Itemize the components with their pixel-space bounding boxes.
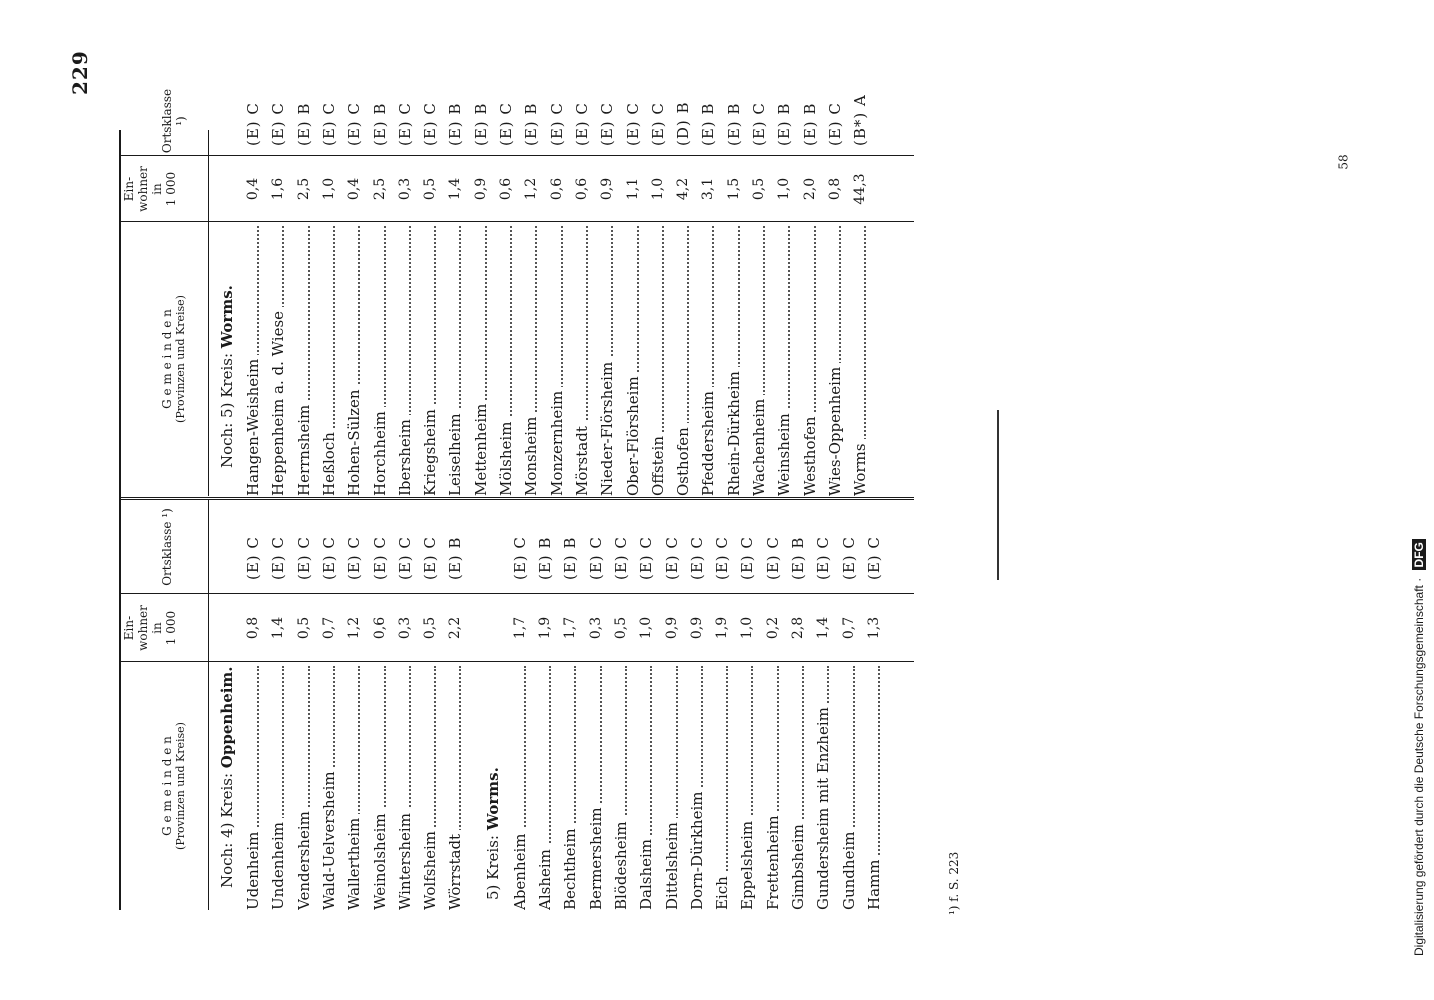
class-value: (E) C	[763, 536, 782, 580]
class-value: (E) C	[713, 536, 732, 580]
community-name-text: Alsheim	[536, 845, 554, 910]
community-name	[837, 666, 862, 910]
table-row	[241, 500, 266, 910]
top-rule	[119, 130, 121, 910]
table-row	[595, 102, 620, 496]
community-name	[317, 226, 342, 496]
inhabitants-value: 0,5	[422, 616, 439, 640]
digitization-text: Digitalisierung gefördert durch die Deutsche Forschungsgemeinschaft	[1412, 585, 1426, 956]
table-row	[660, 500, 685, 910]
community-name-text: Hangen-Weisheim	[244, 355, 262, 496]
class-value: (E) C	[623, 102, 642, 146]
inhabitants-value: 0,4	[346, 177, 363, 201]
spacer	[484, 830, 502, 835]
class-value: (E) B	[800, 102, 819, 146]
class-value: (E) C	[611, 536, 630, 580]
community-name-text: Mölsheim	[497, 418, 515, 496]
table-row	[772, 102, 797, 496]
community-name-text: Abenheim	[511, 829, 529, 910]
inhabitants-value: 1,0	[638, 616, 655, 640]
digitization-note-text: Digitalisierung gefördert durch die Deutsche Forschungsgemeinschaft · DFG	[1404, 0, 1434, 956]
table-row	[786, 500, 811, 910]
class-value: (E) B	[294, 102, 313, 146]
class-value: (E) C	[269, 536, 288, 580]
inhabitants-value: 0,7	[320, 616, 337, 640]
table-row	[722, 102, 747, 496]
right-class-header: Ortsklasse ¹)	[160, 88, 188, 154]
community-name	[266, 226, 291, 496]
community-name-text: Ober-Flörsheim	[624, 372, 642, 496]
inhabitants-value: 0,5	[295, 616, 312, 640]
table-row	[368, 500, 393, 910]
community-name	[443, 666, 468, 910]
table-row	[393, 500, 418, 910]
class-value: (E) C	[598, 102, 617, 146]
district-heading	[215, 666, 240, 888]
table-row	[533, 500, 558, 910]
community-name-text: Wallertheim	[345, 814, 363, 910]
community-name-text: Frettenheim	[764, 811, 782, 910]
district-heading	[215, 285, 240, 468]
community-name	[241, 666, 266, 910]
community-name	[848, 226, 873, 496]
inhabitants-value: 1,4	[815, 616, 832, 640]
class-value: (E) C	[750, 102, 768, 146]
inhabitants-value: 1,5	[725, 177, 742, 201]
inhabitants-value: 2,5	[295, 177, 312, 201]
table-row	[584, 500, 609, 910]
table-row	[393, 102, 418, 496]
table-row	[317, 500, 342, 910]
inhabitants-value: 0,5	[422, 177, 439, 201]
district-heading-prefix: Noch: 4) Kreis:	[218, 772, 236, 888]
class-value: (E) C	[825, 102, 844, 146]
district-heading-name: Oppenheim.	[218, 666, 236, 769]
inhabitants-value: 1,2	[523, 177, 540, 201]
table-row	[558, 500, 583, 910]
class-value: (E) B	[789, 536, 807, 580]
rotated-page	[0, 50, 1000, 1000]
table-row	[545, 102, 570, 496]
district-heading-name: Worms.	[218, 285, 236, 349]
class-value: (E) B	[724, 102, 743, 146]
inhabitants-header-2: wohner	[136, 605, 150, 651]
community-name	[393, 666, 418, 910]
inhabitants-value: 0,5	[612, 616, 629, 640]
footnote: ¹) f. S. 223	[947, 851, 961, 915]
community-name-text: Westhofen	[801, 412, 819, 496]
sheet-number: 58	[1336, 154, 1351, 170]
community-name	[519, 226, 544, 496]
community-header-text: G e m e i n d e n	[160, 309, 174, 409]
community-header-sub: (Provinzen und Kreise)	[174, 295, 187, 423]
inhabitants-value: 0,6	[498, 177, 514, 201]
class-value: (E) C	[839, 536, 858, 580]
class-value: (E) C	[294, 536, 313, 580]
community-name-text: Monsheim	[522, 413, 540, 496]
inhabitants-value: 0,9	[599, 177, 616, 201]
class-value: (E) B	[446, 102, 465, 146]
table-row	[823, 102, 848, 496]
table-row	[266, 102, 291, 496]
community-name-text: Eich	[713, 872, 731, 910]
class-value: (E) B	[522, 102, 541, 146]
community-name-text: Leiselheim	[446, 409, 464, 496]
class-value: (E) C	[345, 536, 364, 580]
community-name	[710, 666, 735, 910]
left-community-header	[160, 662, 187, 910]
class-value: (E) C	[497, 102, 515, 146]
community-name-text: Wörrstadt	[446, 830, 464, 910]
spacer	[218, 348, 236, 353]
table-row	[862, 500, 887, 910]
community-name	[584, 666, 609, 910]
inhabitants-value: 0,8	[826, 177, 843, 201]
left-head-rule	[208, 500, 209, 910]
inhabitants-value: 1,0	[776, 177, 793, 201]
class-value: (E) C	[421, 102, 440, 146]
inhabitants-value: 1,7	[562, 616, 579, 640]
community-name-text: Horchheim	[371, 407, 389, 496]
table-row	[621, 102, 646, 496]
table-row	[811, 500, 836, 910]
left-class-header: Ortsklasse ¹)	[160, 508, 174, 586]
inhabitants-header-4: 1 000	[164, 610, 178, 646]
table-row	[266, 500, 291, 910]
class-value: (D) B	[674, 101, 693, 146]
inhabitants-value: 2,5	[371, 177, 388, 201]
right-community-header	[160, 222, 187, 496]
inhabitants-header-4: 1 000	[164, 171, 178, 207]
community-name-text: Blödesheim	[612, 817, 630, 910]
community-name-text: Osthofen	[674, 423, 692, 496]
community-name-text: Wolfsheim	[421, 827, 439, 910]
inhabitants-value: 1,4	[270, 616, 287, 640]
community-name-text: Herrnsheim	[295, 401, 313, 496]
community-name-text: Wintersheim	[396, 809, 414, 910]
community-name-text: Offstein	[649, 432, 667, 496]
inhabitants-value: 1,3	[865, 616, 882, 640]
community-name-text: Heßloch	[320, 428, 338, 496]
community-name	[621, 226, 646, 496]
class-value: (E) C	[864, 536, 883, 580]
inhabitants-value: 1,0	[320, 177, 337, 201]
inhabitants-value: 1,6	[270, 177, 287, 201]
community-name	[469, 226, 494, 496]
community-name	[317, 666, 342, 910]
class-value: (E) C	[738, 536, 757, 580]
table-row	[570, 102, 595, 496]
left-inhabitants-header	[122, 594, 178, 662]
community-name	[368, 666, 393, 910]
inhabitants-value: 2,8	[790, 616, 806, 640]
inhabitants-value: 0,9	[688, 616, 705, 640]
community-name	[735, 666, 760, 910]
table-row	[292, 102, 317, 496]
table-row	[342, 500, 367, 910]
inhabitants-value: 3,1	[700, 177, 717, 201]
inhabitants-value: 0,7	[840, 616, 857, 640]
table-row	[342, 102, 367, 496]
class-value: (E) C	[244, 536, 262, 580]
community-name	[646, 226, 671, 496]
table-row	[634, 500, 659, 910]
community-name-text: Pfeddersheim	[699, 387, 717, 496]
inhabitants-value: 1,0	[739, 616, 756, 640]
table-row	[761, 500, 786, 910]
community-name	[772, 226, 797, 496]
community-name	[545, 226, 570, 496]
community-name	[292, 226, 317, 496]
community-name-text: Hamm	[865, 856, 883, 910]
inhabitants-value: 0,9	[472, 177, 489, 201]
inhabitants-value: 44,3	[852, 173, 869, 205]
community-name	[342, 666, 367, 910]
table-row	[317, 102, 342, 496]
community-name-text: Mettenheim	[472, 400, 490, 496]
class-value: (E) C	[244, 102, 262, 146]
community-name	[862, 666, 887, 910]
table-row	[696, 102, 721, 496]
community-name-text: Dittelsheim	[663, 818, 681, 910]
community-name	[494, 226, 519, 496]
inhabitants-header-3: in	[150, 183, 164, 195]
community-name-text: Ibersheim	[396, 415, 414, 496]
inhabitants-value: 1,4	[447, 177, 464, 201]
class-value: (E) C	[319, 102, 338, 146]
community-name	[508, 666, 533, 910]
community-name-text: Weinsheim	[775, 409, 793, 496]
community-name	[443, 226, 468, 496]
table-row	[418, 102, 443, 496]
community-name-text: Weinolsheim	[371, 809, 389, 910]
inhabitants-value: 0,5	[751, 177, 767, 201]
class-value: (E) C	[421, 536, 440, 580]
scan-vertical-line	[997, 410, 999, 580]
class-value: (E) C	[395, 102, 414, 146]
table-row	[735, 500, 760, 910]
table-row	[609, 500, 634, 910]
digitization-note	[1398, 0, 1428, 1000]
inhabitants-value: 0,9	[663, 616, 680, 640]
inhabitants-value: 1,1	[624, 177, 641, 201]
table-row	[837, 500, 862, 910]
community-name	[342, 226, 367, 496]
class-value: (E) B	[370, 102, 389, 146]
class-value: (E) C	[687, 536, 706, 580]
class-value: (E) C	[586, 536, 605, 580]
community-name	[634, 666, 659, 910]
district-heading-name: Worms.	[483, 767, 502, 831]
table-row	[747, 102, 772, 496]
community-name	[418, 226, 443, 496]
class-value: (E) C	[547, 102, 566, 146]
community-name-text: Rhein-Dürkheim	[725, 367, 743, 496]
community-name	[786, 666, 811, 910]
community-name-text: Udenheim	[244, 828, 262, 910]
class-value: (E) C	[510, 536, 529, 580]
inhabitants-header-3: in	[150, 622, 164, 634]
community-name-text: Worms	[851, 439, 869, 496]
community-name	[823, 226, 848, 496]
class-value: (E) C	[814, 536, 833, 580]
community-name	[558, 666, 583, 910]
inhabitants-value: 0,6	[548, 177, 565, 201]
community-name-text: Hohen-Sülzen	[345, 385, 363, 496]
table-row	[671, 101, 696, 496]
community-name-text: Vendersheim	[295, 807, 313, 910]
inhabitants-header-1: Ein-	[122, 176, 136, 202]
inhabitants-value: 1,2	[346, 616, 363, 640]
community-name	[266, 666, 291, 910]
class-value: (E) C	[370, 536, 389, 580]
community-name	[671, 226, 696, 496]
district-heading-prefix: 5) Kreis:	[483, 835, 502, 900]
inhabitants-value: 2,0	[801, 177, 818, 201]
community-name-text: Heppenheim a. d. Wiese	[269, 307, 287, 496]
class-value: (E) B	[699, 102, 718, 146]
community-name	[393, 226, 418, 496]
table-row	[494, 102, 519, 496]
spacer	[218, 768, 236, 773]
table-row	[848, 94, 873, 496]
table-row	[685, 500, 710, 910]
inhabitants-value: 1,9	[537, 616, 553, 640]
class-value: (E) C	[637, 536, 656, 580]
community-name-text: Kriegsheim	[421, 405, 439, 496]
right-inhabitants-header	[122, 156, 178, 222]
community-name	[696, 226, 721, 496]
table-row	[418, 500, 443, 910]
community-name	[292, 666, 317, 910]
table-row	[519, 102, 544, 496]
community-name	[660, 666, 685, 910]
inhabitants-value: 0,4	[245, 177, 261, 201]
inhabitants-value: 4,2	[675, 177, 692, 201]
dfg-logo: DFG	[1412, 539, 1426, 570]
class-value: (E) B	[775, 102, 794, 146]
right-head-rule	[208, 130, 209, 496]
community-name-text: Monzernheim	[548, 387, 566, 496]
community-name-text: Dorn-Dürkheim	[688, 788, 706, 910]
community-name-text: Mörstadt	[573, 422, 591, 496]
inhabitants-value: 0,6	[573, 177, 590, 201]
class-value: (E) C	[572, 102, 591, 146]
community-name-text: Bechtheim	[561, 824, 579, 910]
community-name-text: Wald-Uelversheim	[320, 767, 338, 910]
district-heading-prefix: Noch: 5) Kreis:	[218, 352, 236, 468]
table-row	[443, 102, 468, 496]
district-heading	[481, 767, 506, 900]
class-value: (E) B	[536, 536, 554, 580]
inhabitants-value: 0,3	[396, 177, 413, 201]
community-name-text: Eppelsheim	[738, 817, 756, 910]
community-header-text: G e m e i n d e n	[160, 736, 174, 836]
class-value: (E) B	[471, 102, 490, 146]
table-row	[368, 102, 393, 496]
class-value: (B*) A	[851, 94, 870, 146]
community-name	[747, 226, 772, 496]
table-row	[646, 102, 671, 496]
inhabitants-value: 1,7	[511, 616, 528, 640]
community-name-text: Nieder-Flörsheim	[598, 358, 616, 496]
inhabitants-value: 0,3	[587, 616, 604, 640]
inhabitants-value: 1,9	[714, 616, 731, 640]
community-header-sub: (Provinzen und Kreise)	[174, 722, 187, 850]
inhabitants-value: 0,2	[764, 616, 781, 640]
class-value: (E) C	[269, 102, 288, 146]
table-row	[443, 500, 468, 910]
inhabitants-value: 0,6	[371, 616, 388, 640]
class-value: (E) B	[446, 536, 465, 580]
community-name	[609, 666, 634, 910]
community-name-text: Bermersheim	[587, 803, 605, 910]
community-name	[368, 226, 393, 496]
community-name	[798, 226, 823, 496]
class-value: (E) C	[395, 536, 414, 580]
inhabitants-header-1: Ein-	[122, 615, 136, 641]
table-row	[798, 102, 823, 496]
community-name	[685, 666, 710, 910]
community-name	[241, 226, 266, 496]
inhabitants-value: 0,8	[245, 616, 261, 640]
page-number: 229	[68, 50, 92, 95]
community-name-text: Gundersheim mit Enzheim	[814, 703, 832, 910]
inhabitants-value: 0,3	[396, 616, 413, 640]
community-name	[418, 666, 443, 910]
community-name	[570, 226, 595, 496]
community-name	[533, 666, 558, 910]
class-value: (E) C	[662, 536, 681, 580]
class-value: (E) C	[319, 536, 338, 580]
class-value: (E) C	[345, 102, 364, 146]
table-row	[710, 500, 735, 910]
community-name	[761, 666, 786, 910]
community-name	[722, 226, 747, 496]
table-row	[469, 102, 494, 496]
class-value: (E) C	[648, 102, 667, 146]
community-name-text: Dalsheim	[637, 835, 655, 910]
community-name	[811, 666, 836, 910]
table-row	[241, 102, 266, 496]
table-row	[292, 500, 317, 910]
inhabitants-header-2: wohner	[136, 166, 150, 212]
community-name-text: Wies-Oppenheim	[826, 363, 844, 496]
table-row	[508, 500, 533, 910]
community-name	[595, 226, 620, 496]
class-value: (E) B	[561, 536, 580, 580]
inhabitants-value: 1,0	[649, 177, 666, 201]
community-name-text: Wachenheim	[750, 395, 768, 496]
community-name-text: Gimbsheim	[789, 820, 807, 910]
community-name-text: Undenheim	[269, 818, 287, 910]
community-name-text: Gundheim	[840, 828, 858, 910]
inhabitants-value: 2,2	[447, 616, 464, 640]
